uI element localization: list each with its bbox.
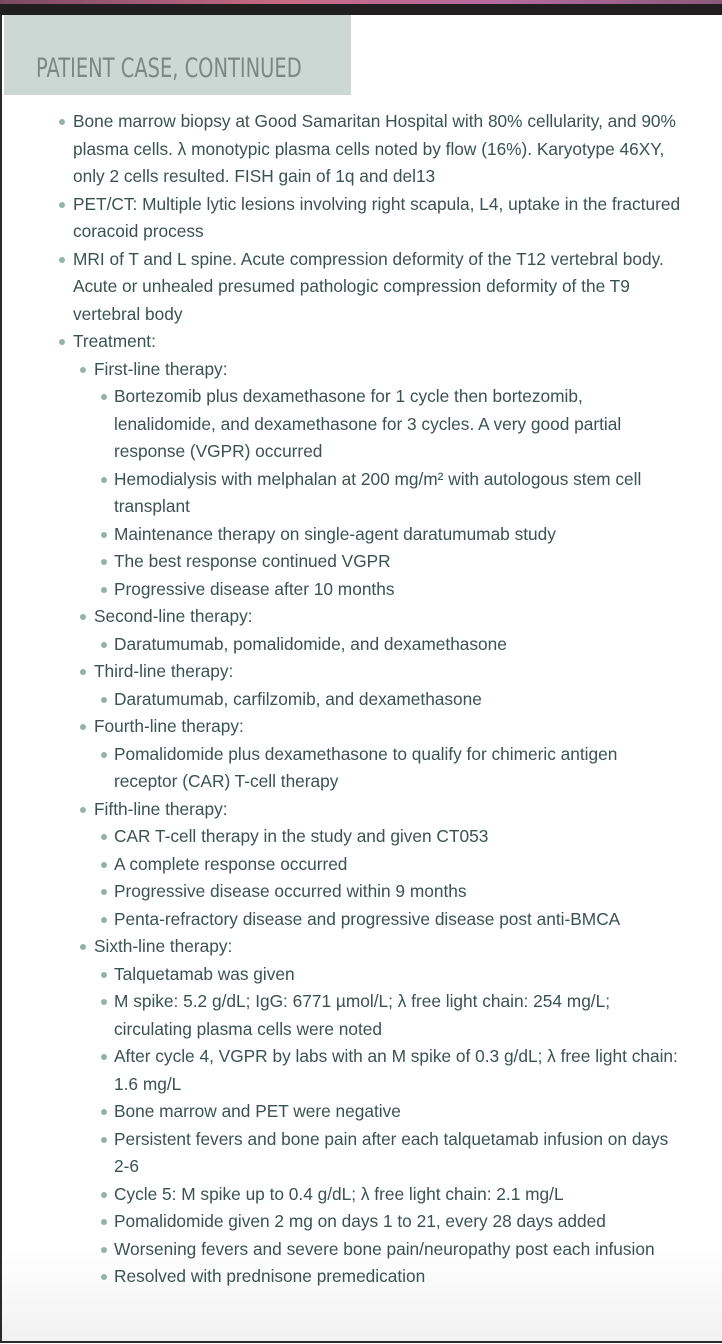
list-item-level-3: Penta-refractory disease and progressive disease post anti-BMCA: [2, 906, 684, 934]
title-banner: [4, 15, 351, 95]
list-item-level-3: Bone marrow and PET were negative: [2, 1098, 684, 1126]
list-item-level-2: First-line therapy:: [2, 356, 684, 384]
list-item-level-3: Persistent fevers and bone pain after each talquetamab infusion on days 2-6: [2, 1126, 684, 1181]
list-item-level-3: Daratumumab, pomalidomide, and dexamethasone: [2, 631, 684, 659]
list-item-level-3: Bortezomib plus dexamethasone for 1 cycle then bortezomib, lenalidomide, and dexamethasone for 3 cycles. A very good partial response (VGPR) occurred: [2, 383, 684, 466]
list-item-level-3: Progressive disease occurred within 9 months: [2, 878, 684, 906]
slide-page: [0, 15, 722, 1343]
list-item-level-1: MRI of T and L spine. Acute compression deformity of the T12 vertebral body. Acute or unhealed presumed pathologic compression deformity of the T9 vertebral body: [2, 246, 683, 329]
list-item-level-3: Pomalidomide given 2 mg on days 1 to 21, every 28 days added: [2, 1208, 684, 1236]
list-item-level-2: Third-line therapy:: [2, 658, 684, 686]
list-item-level-1: Treatment:: [2, 328, 683, 356]
list-item-level-3: Worsening fevers and severe bone pain/neuropathy post each infusion: [2, 1236, 684, 1264]
list-item-level-3: Cycle 5: M spike up to 0.4 g/dL; λ free light chain: 2.1 mg/L: [2, 1181, 684, 1209]
list-item-level-3: CAR T-cell therapy in the study and given CT053: [2, 823, 684, 851]
list-item-level-3: The best response continued VGPR: [2, 548, 684, 576]
list-item-level-3: Progressive disease after 10 months: [2, 576, 684, 604]
list-item-level-1: PET/CT: Multiple lytic lesions involving right scapula, L4, uptake in the fractured coracoid process: [2, 191, 683, 246]
list-item-level-3: Pomalidomide plus dexamethasone to qualify for chimeric antigen receptor (CAR) T-cell therapy: [2, 741, 684, 796]
list-item-level-3: Hemodialysis with melphalan at 200 mg/m² with autologous stem cell transplant: [2, 466, 684, 521]
top-bar: [0, 4, 722, 15]
list-item-level-3: Maintenance therapy on single-agent daratumumab study: [2, 521, 684, 549]
list-item-level-3: A complete response occurred: [2, 851, 684, 879]
page-title: PATIENT CASE, CONTINUED: [36, 53, 302, 84]
list-item-level-3: Resolved with prednisone premedication: [2, 1263, 684, 1291]
list-item-level-2: Fifth-line therapy:: [2, 796, 684, 824]
list-item-level-3: Talquetamab was given: [2, 961, 684, 989]
list-item-level-3: After cycle 4, VGPR by labs with an M spike of 0.3 g/dL; λ free light chain: 1.6 mg/L: [2, 1043, 684, 1098]
list-item-level-1: Bone marrow biopsy at Good Samaritan Hospital with 80% cellularity, and 90% plasma cells. λ monotypic plasma cells noted by flow (16%). Karyotype 46XY, only 2 cells resulted. FISH gain of 1q and del13: [2, 108, 683, 191]
list-item-level-3: M spike: 5.2 g/dL; IgG: 6771 µmol/L; λ free light chain: 254 mg/L; circulating plasma cells were noted: [2, 988, 684, 1043]
list-item-level-2: Fourth-line therapy:: [2, 713, 684, 741]
list-item-level-2: Second-line therapy:: [2, 603, 684, 631]
list-item-level-2: Sixth-line therapy:: [2, 933, 684, 961]
bullet-list: [2, 108, 722, 1291]
case-details: [2, 108, 722, 1291]
list-item-level-3: Daratumumab, carfilzomib, and dexamethasone: [2, 686, 684, 714]
